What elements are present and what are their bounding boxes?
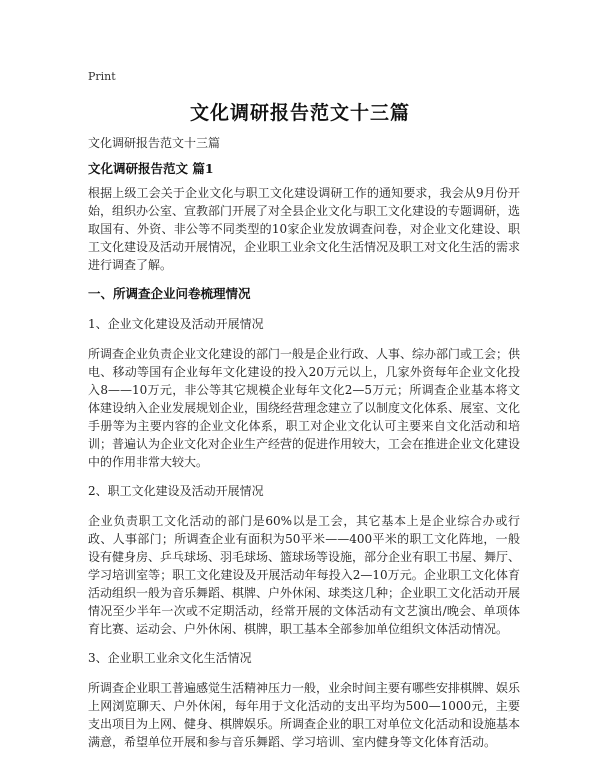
subsection-heading-3: 3、企业职工业余文化生活情况 — [88, 651, 252, 665]
subsection-paragraph-3: 所调查企业职工普遍感觉生活精神压力一般，业余时间主要有哪些安排棋牌、娱乐上网浏览聊天、户外休闲，每年用于文化活动的支出平均为500—1000元，主要支出项目为上网、健身、棋牌娱乐。所调查企业的职工对单位文化活动和设施基本满意，希望单位开展和参与音乐舞蹈、学习培训、室内健身等文化体育活动。 — [88, 681, 521, 749]
subsection-heading-2: 2、职工文化建设及活动开展情况 — [88, 484, 264, 498]
document-subtitle: 文化调研报告范文十三篇 — [88, 136, 221, 150]
subsection-paragraph-1: 所调查企业负责企业文化建设的部门一般是企业行政、人事、综办部门或工会；供电、移动等国有企业每年文化建设的投入20万元以上，几家外资每年企业文化投入8——10万元，非公等其它规模企业每年文化2—5万元；所调查企业基本将文体建设纳入企业发展规划企业，围绕经营理念建立了以制度文化体系、展室、文化手册等为主要内容的企业文化体系，职工对企业文化认可主要来自文化活动和培训；普遍认为企业文化对企业生产经营的促进作用较大，工会在推进企业文化建设中的作用非常大较大。 — [88, 347, 521, 469]
document-title: 文化调研报告范文十三篇 — [189, 102, 410, 124]
article-heading: 文化调研报告范文 篇1 — [88, 161, 214, 176]
document-body — [88, 134, 520, 762]
subsection-paragraph-2: 企业负责职工文化活动的部门是60%以是工会，其它基本上是企业综合办或行政、人事部门；所调查企业有面积为50平米——400平米的职工文化阵地，一般设有健身房、乒乓球场、羽毛球场、篮球场等设施，部分企业有职工书屋、舞厅、学习培训室等；职工文化建设及开展活动年每投入2—10万元。企业职工文化体育活动组织一般为音乐舞蹈、棋牌、户外休闲、球类这几种；企业职工文化活动开展情况至少半年一次或不定期活动，经常开展的文体活动有文艺演出/晚会、单项体育比赛、运动会、户外休闲、棋牌，职工基本全部参加单位组织文体活动情况。 — [88, 514, 521, 636]
subsection-heading-1: 1、企业文化建设及活动开展情况 — [88, 317, 264, 331]
print-link[interactable]: Print — [88, 70, 116, 83]
intro-paragraph: 根据上级工会关于企业文化与职工文化建设调研工作的通知要求，我会从9月份开始，组织办公室、宣教部门开展了对全县企业文化与职工文化建设的专题调研，选取国有、外资、非公等不同类型的10家企业发放调查问卷，对企业文化建设、职工文化建设及活动开展情况，企业职工业余文化生活情况及职工对文化生活的需求进行调查了解。 — [88, 186, 521, 272]
section-heading: 一、所调查企业问卷梳理情况 — [88, 286, 251, 301]
